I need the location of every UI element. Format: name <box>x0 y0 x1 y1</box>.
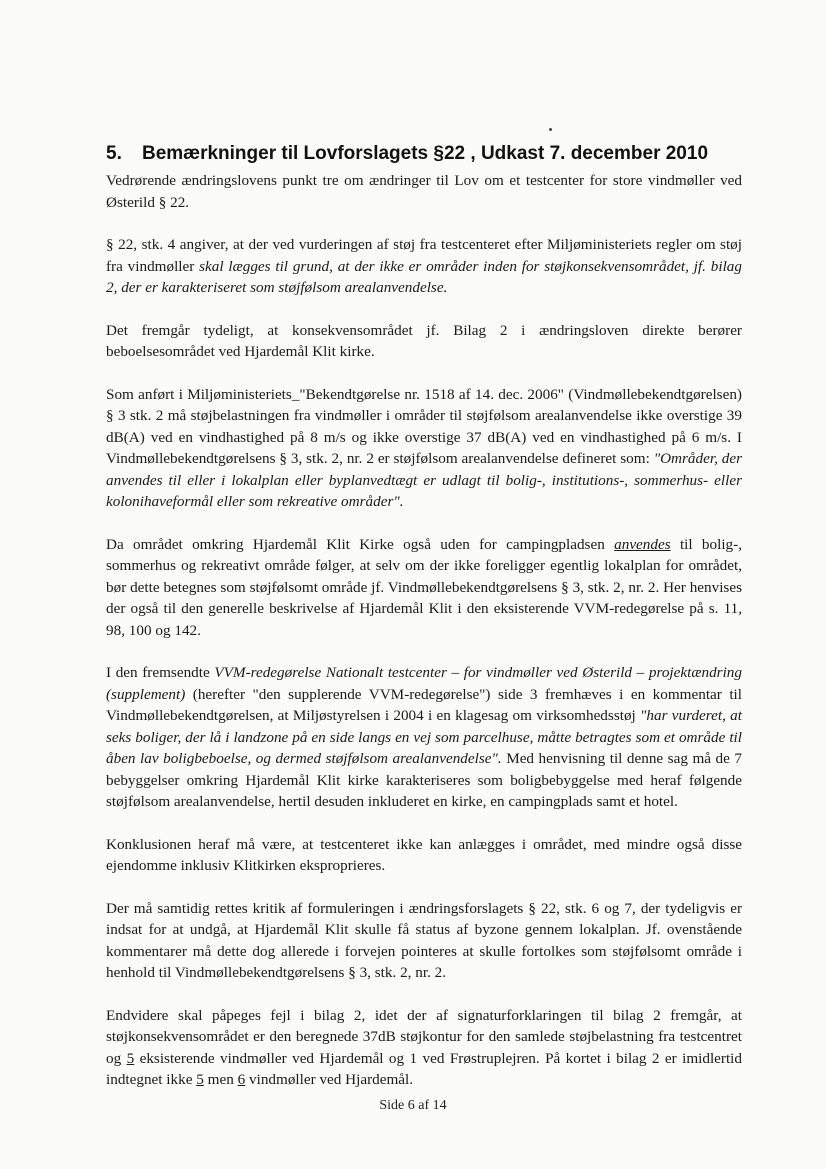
section-title: Bemærkninger til Lovforslagets §22 , Udkast 7. december 2010 <box>142 143 709 164</box>
page-content <box>106 142 742 1112</box>
paragraph-5-text-end: til bolig-, sommerhus og rekreativt område følger, at selv om der ikke foreligger egentlig lokalplan for området, bør dette betegnes som støjfølsomt område jf. Vindmøllebekendtgørelsens § 3, stk. 2, nr. 2. Her henvises der også til den generelle beskrivelse af Hjardemål Klit i den eksisterende VVM-redegørelse på s. 11, 98, 100 og 142. <box>106 535 742 639</box>
paragraph-6-quote: "har vurderet, at seks boliger, der lå i landzone på en side langs en vej som parcelhuse, måtte betragtes som et område til åben lav boligbeboelse, og dermed støjfølsom arealanvendelse". <box>106 707 742 767</box>
paragraph-6 <box>106 662 742 813</box>
scan-speck <box>549 128 552 131</box>
paragraph-1: Vedrørende ændringslovens punkt tre om ændringer til Lov om et testcenter for store vindmøller ved Østerild § 22. <box>106 172 742 211</box>
paragraph-9-text-a: Endvidere skal påpeges fejl i bilag 2, idet der af signaturforklaringen til bilag 2 fremgår, at støjkonsekvensområdet er den beregnede 37dB støjkontur for den samlede støjbelastning fra testcentret og <box>106 1006 742 1067</box>
paragraph-9 <box>106 1005 742 1091</box>
paragraph-6-text-c: (herefter "den supplerende VVM-redegørelse") side 3 fremhæves i en kommentar til Vindmøllebekendtgørelsen, at Miljøstyrelsen i 2004 i en klagesag om virksomhedsstøj <box>106 685 742 724</box>
paragraph-7: Konklusionen heraf må være, at testcenteret ikke kan anlægges i området, med mindre også disse ejendomme inklusiv Klitkirken eksproprieres. <box>106 835 742 874</box>
paragraph-4-text: Som anført i Miljøministeriets_"Bekendtgørelse nr. 1518 af 14. dec. 2006" (Vindmøllebekendtgørelsen) § 3 stk. 2 må støjbelastningen fra vindmøller i områder til støjfølsom arealanvendelse ikke overstige 39 dB(A) ved en vindhastighed på 8 m/s og ikke overstige 37 dB(A) ved en vindhastighed på 6 m/s. I Vindmøllebekendtgørelsens § 3, stk. 2, nr. 2 er støjfølsom arealanvendelse defineret som: <box>106 385 742 467</box>
section-number: 5. <box>106 143 122 164</box>
paragraph-9-text-e: men <box>203 1071 238 1088</box>
paragraph-9-text-g: vindmøller ved Hjardemål. <box>245 1071 414 1088</box>
page-number: Side 6 af 14 <box>379 1098 447 1113</box>
paragraph-5-emphasis: anvendes <box>614 535 671 553</box>
section-heading <box>106 142 742 166</box>
paragraph-9-number-5a: 5 <box>126 1049 135 1067</box>
paragraph-2 <box>106 234 742 299</box>
paragraph-6-text-a: I den fremsendte <box>106 664 215 681</box>
paragraph-4-quote: "Områder, der anvendes til eller i lokalplan eller byplanvedtægt er udlagt til bolig-, institutions-, sommerhus- eller kolonihaveformål eller som rekreative områder". <box>106 450 742 510</box>
paragraph-8: Der må samtidig rettes kritik af formuleringen i ændringsforslagets § 22, stk. 6 og 7, der tydeligvis er indsat for at undgå, at Hjardemål Klit skulle få status af byzone gennem lokalplan. Jf. ovenstående kommentarer må dette dog allerede i forvejen pointeres at skulle fortolkes som støjfølsomt område i henhold til Vindmøllebekendtgørelsens § 3, stk. 2, nr. 2. <box>106 899 742 981</box>
paragraph-5-text-start: Da området omkring Hjardemål Klit Kirke også uden for campingpladsen <box>106 535 615 553</box>
paragraph-2-quote: skal lægges til grund, at der ikke er områder inden for støjkonsekvensområdet, jf. bilag 2, der er karakteriseret som støjfølsom arealanvendelse. <box>106 257 742 296</box>
paragraph-6-text-e: Med henvisning til denne sag må de 7 bebyggelser omkring Hjardemål Klit kirke karakteriseres som boligbebyggelse med heraf følgende støjfølsom arealanvendelse, hertil desuden inkluderet en kirke, en campingplads samt et hotel. <box>106 750 742 810</box>
paragraph-9-number-6: 6 <box>237 1071 246 1088</box>
paragraph-9-text-c: eksisterende vindmøller ved Hjardemål og 1 ved Frøstruplejren. På kortet i bilag 2 er imidlertid indtegnet ikke <box>106 1049 742 1088</box>
paragraph-6-report-title: VVM-redegørelse Nationalt testcenter – for vindmøller ved Østerild – projektændring (supplement) <box>106 664 742 703</box>
paragraph-9-number-5b: 5 <box>196 1071 204 1088</box>
paragraph-4 <box>106 384 742 513</box>
paragraph-3: Det fremgår tydeligt, at konsekvensområdet jf. Bilag 2 i ændringsloven direkte berører beboelsesområdet ved Hjardemål Klit kirke. <box>106 321 742 360</box>
paragraph-5 <box>106 534 742 642</box>
paragraph-2-text: § 22, stk. 4 angiver, at der ved vurderingen af støj fra testcenteret efter Miljøministeriets regler om støj fra vindmøller <box>106 236 742 275</box>
